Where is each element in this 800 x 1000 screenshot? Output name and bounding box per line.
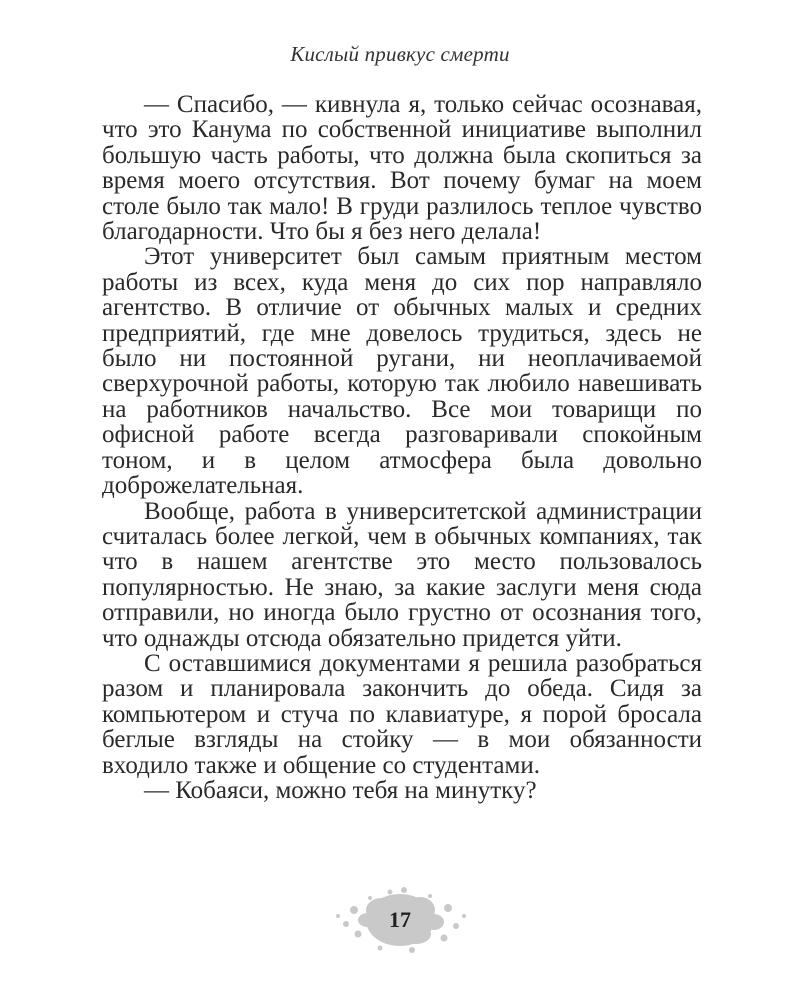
paragraph: — Кобаяси, можно тебя на минутку?: [144, 776, 537, 804]
paragraph: — Спасибо, — кивнула я, только сейчас осознавая, что это Канума по собственной инициативе выполнил большую часть работы, что должна была скопиться за время моего отсутствия. Вот почему бумаг на моем столе было так мало! В груди разлилось теплое чувство благодарности. Что бы я без него делала!: [102, 91, 702, 246]
body-text: [102, 92, 702, 803]
page-number-ornament: [320, 880, 480, 960]
paragraph: Этот университет был самым приятным местом работы из всех, куда меня до сих пор направляло агентство. В отличие от обычных малых и средних предприятий, где мне довелось трудиться, здесь не было ни постоянной ругани, ни неоплачиваемой сверхурочной работы, которую так любило навешивать на работников начальство. Все мои товарищи по офисной работе всегда разговаривали спокойным тоном, и в целом атмосфера была довольно доброжелательная.: [102, 243, 702, 500]
running-title: Кислый привкус смерти: [290, 42, 510, 66]
paragraph: Вообще, работа в университетской администрации считалась более легкой, чем в обычных компаниях, так что в нашем агентстве это место пользовалось популярностью. Не знаю, за какие заслуги меня сюда отправили, но иногда было грустно от осознания того, что однажды отсюда обязательно придется уйти.: [102, 497, 702, 652]
paragraph: С оставшимися документами я решила разобраться разом и планировала закончить до обеда. Сидя за компьютером и стуча по клавиатуре, я порой бросала беглые взгляды на стойку — в мои обязанности входило также и общение со студентами.: [102, 649, 702, 779]
page-number: 17: [389, 907, 411, 932]
